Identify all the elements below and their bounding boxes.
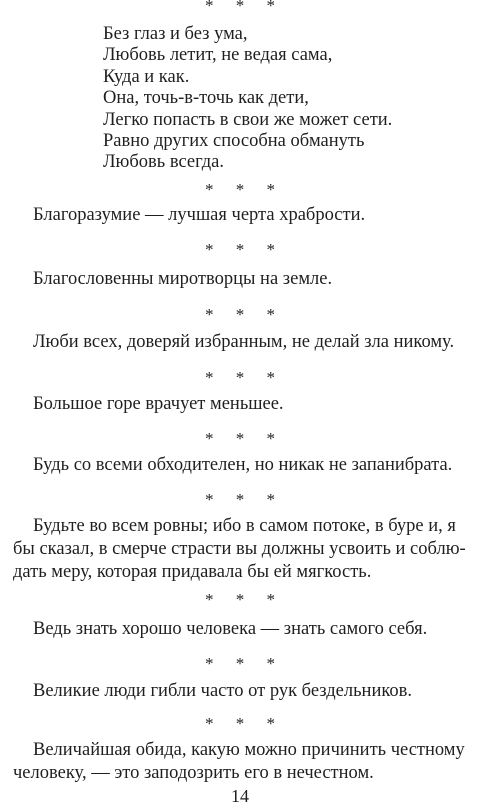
aphorism: [33, 680, 475, 703]
aphorism-line: Великие люди гибли часто от рук бездельников.: [33, 681, 413, 701]
section-separator: * * *: [205, 0, 284, 15]
aphorism-line: Благоразумие — лучшая черта храбрости.: [33, 205, 366, 225]
section-separator: * * *: [205, 305, 284, 324]
aphorism: [33, 618, 475, 641]
aphorism: [33, 393, 475, 416]
aphorism: [33, 454, 475, 477]
aphorism-line: Будьте во всем ровны; ибо в самом потоке, в буре и, я: [33, 516, 456, 536]
section-separator: * * *: [205, 240, 284, 259]
aphorism: [33, 204, 475, 227]
aphorism: [33, 331, 475, 354]
aphorism-line: Люби всех, доверяй избранным, не делай зла никому.: [33, 332, 455, 352]
aphorism-line: Ведь знать хорошо человека — знать самого себя.: [33, 619, 428, 639]
poem: [103, 24, 392, 174]
section-separator: * * *: [205, 429, 284, 448]
aphorism-line: Будь со всеми обходителен, но никак не запанибрата.: [33, 455, 453, 475]
poem-line: Она, точь-в-точь как дети,: [103, 88, 309, 109]
aphorism: [13, 515, 475, 584]
poem-line: Легко попасть в свои же может сети.: [103, 109, 393, 130]
section-separator: * * *: [205, 368, 284, 387]
section-separator: * * *: [205, 490, 284, 509]
aphorism-line: Величайшая обида, какую можно причинить честному: [33, 740, 465, 760]
aphorism-line: Благословенны миротворцы на земле.: [33, 269, 333, 289]
section-separator: * * *: [205, 654, 284, 673]
aphorism-line: Большое горе врачует меньшее.: [33, 394, 284, 414]
poem-line: Любовь всегда.: [103, 152, 225, 173]
section-separator: * * *: [205, 714, 284, 733]
aphorism-line: бы сказал, в смерче страсти вы должны усвоить и соблю-: [13, 539, 466, 559]
aphorism-line: человеку, — это заподозрить его в нечестном.: [13, 763, 374, 783]
poem-line: Куда и как.: [103, 66, 190, 87]
poem-line: Любовь летит, не ведая сама,: [103, 45, 333, 66]
aphorism-line: дать меру, которая придавала бы ей мягкость.: [13, 562, 372, 582]
poem-line: Без глаз и без ума,: [103, 24, 248, 44]
aphorism: [33, 268, 475, 291]
page-number: 14: [231, 786, 249, 806]
section-separator: * * *: [205, 180, 284, 199]
section-separator: * * *: [205, 590, 284, 609]
aphorism: [13, 739, 475, 785]
poem-line: Равно других способна обмануть: [103, 131, 365, 152]
